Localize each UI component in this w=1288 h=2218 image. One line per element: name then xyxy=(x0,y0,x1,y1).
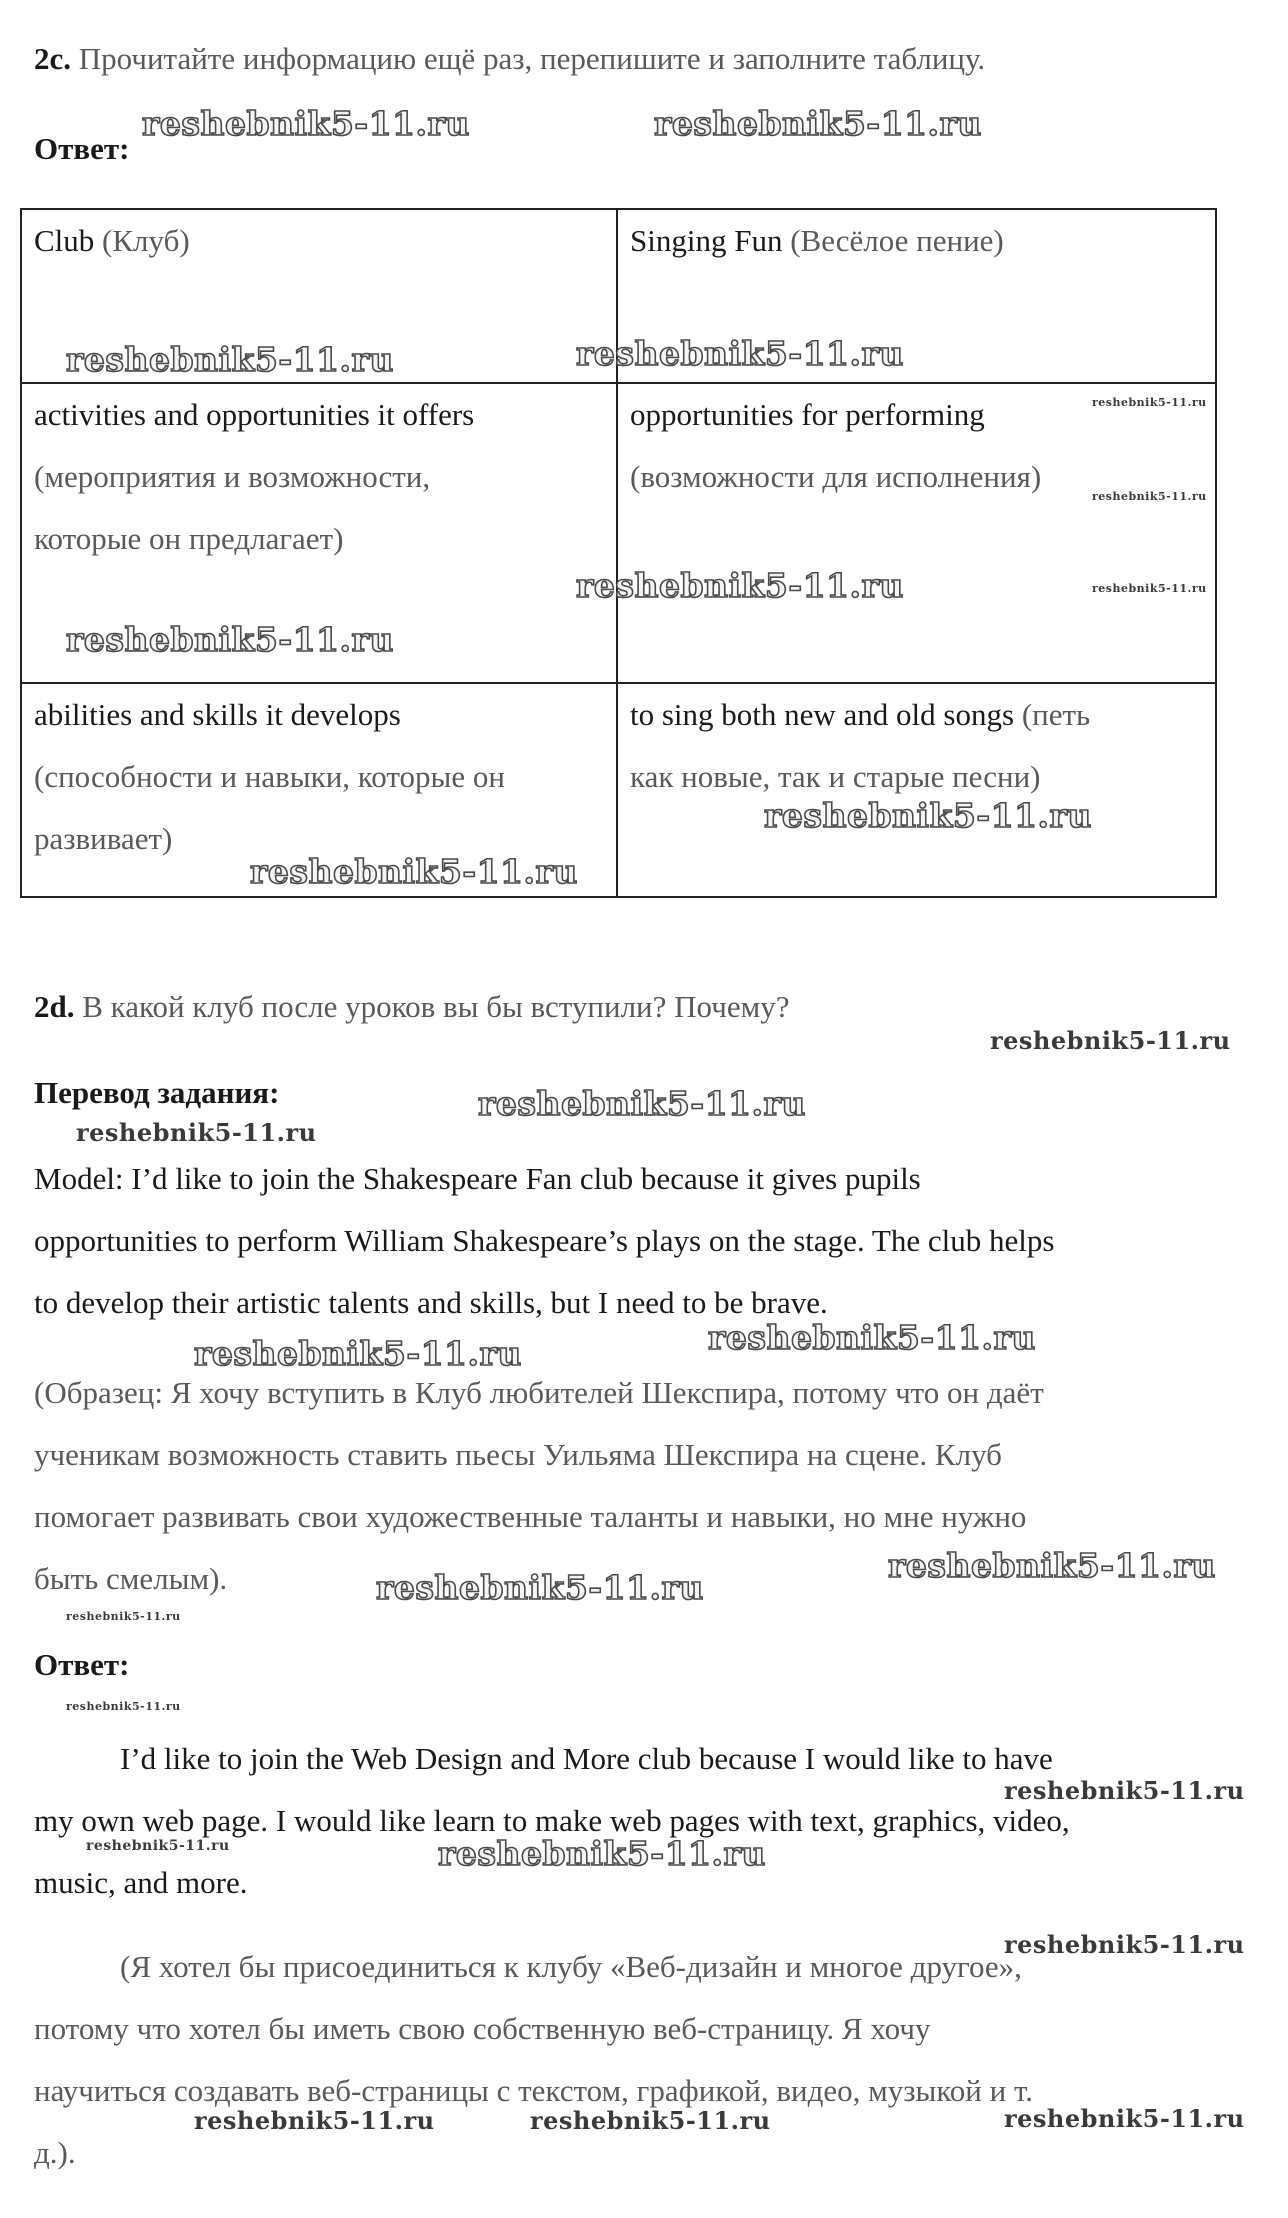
table-cell: to sing both new and old songs (петь как новые, так и старые песни) xyxy=(617,683,1216,897)
task-2d-heading xyxy=(34,976,789,1038)
task-2c-heading xyxy=(34,28,985,90)
watermark: reshebnik5-11.ru xyxy=(142,104,470,143)
watermark: reshebnik5-11.ru xyxy=(708,1318,1036,1357)
task-2c-instruction: Прочитайте информацию ещё раз, перепишите и заполните таблицу. xyxy=(78,41,986,76)
watermark: reshebnik5-11.ru xyxy=(576,566,904,605)
table-row xyxy=(21,683,1216,897)
watermark: reshebnik5-11.ru xyxy=(86,1838,230,1854)
watermark: reshebnik5-11.ru xyxy=(530,2106,771,2135)
table-cell: Singing Fun (Весёлое пение) xyxy=(617,209,1216,383)
watermark: reshebnik5-11.ru xyxy=(66,1700,181,1713)
table-cell: Club (Клуб) xyxy=(21,209,617,383)
task-2d-label: 2d. xyxy=(34,989,75,1024)
task-2c-answer-label: Ответ: xyxy=(34,131,130,166)
watermark: reshebnik5-11.ru xyxy=(888,1546,1216,1585)
watermark: reshebnik5-11.ru xyxy=(478,1084,806,1123)
model-text-ru: (Образец: Я хочу вступить в Клуб любителей Шекспира, потому что он даёт ученикам возможность ставить пьесы Уильяма Шекспира на сцене. Клуб помогает развивать свои художественные таланты и навыки, но мне нужно быть смелым). xyxy=(34,1375,1044,1596)
watermark: reshebnik5-11.ru xyxy=(76,1118,317,1147)
answer-text-ru: (Я хотел бы присоединиться к клубу «Веб-дизайн и многое другое», потому что хотел бы иметь свою собственную веб-страницу. Я хочу научиться создавать веб-страницы с текстом, графикой, видео, музыкой и т. д.). xyxy=(34,1949,1033,2170)
watermark: reshebnik5-11.ru xyxy=(1004,1776,1245,1805)
watermark: reshebnik5-11.ru xyxy=(1092,490,1207,503)
watermark: reshebnik5-11.ru xyxy=(654,104,982,143)
watermark: reshebnik5-11.ru xyxy=(250,852,578,891)
watermark: reshebnik5-11.ru xyxy=(1004,1930,1245,1959)
watermark: reshebnik5-11.ru xyxy=(194,1334,522,1373)
watermark: reshebnik5-11.ru xyxy=(1092,396,1207,409)
watermark: reshebnik5-11.ru xyxy=(438,1834,766,1873)
table-cell: abilities and skills it develops (способности и навыки, которые он развивает) xyxy=(21,683,617,897)
watermark: reshebnik5-11.ru xyxy=(1004,2104,1245,2133)
watermark: reshebnik5-11.ru xyxy=(576,334,904,373)
table-cell: activities and opportunities it offers (мероприятия и возможности, которые он предлагает) xyxy=(21,383,617,683)
model-text-en: Model: I’d like to join the Shakespeare Fan club because it gives pupils opportunities to perform William Shakespeare’s plays on the stage. The club helps to develop their artistic talents and skills, but I need to be brave. xyxy=(34,1161,1055,1320)
club-info-table xyxy=(20,208,1217,898)
watermark: reshebnik5-11.ru xyxy=(66,340,394,379)
task-2d-answer-label: Ответ: xyxy=(34,1647,130,1682)
watermark: reshebnik5-11.ru xyxy=(376,1568,704,1607)
task-2c-label: 2c. xyxy=(34,41,72,76)
task-2d-question: В какой клуб после уроков вы бы вступили? Почему? xyxy=(82,989,790,1024)
table-cell: opportunities for performing (возможности для исполнения) xyxy=(617,383,1216,683)
translation-label: Перевод задания: xyxy=(34,1075,280,1110)
watermark: reshebnik5-11.ru xyxy=(66,1610,181,1623)
watermark: reshebnik5-11.ru xyxy=(1092,582,1207,595)
watermark: reshebnik5-11.ru xyxy=(990,1026,1231,1055)
watermark: reshebnik5-11.ru xyxy=(194,2106,435,2135)
watermark: reshebnik5-11.ru xyxy=(764,796,1092,835)
answer-text-en: I’d like to join the Web Design and More club because I would like to have my own web page. I would like learn to make web pages with text, graphics, video, music, and more. xyxy=(34,1741,1070,1900)
watermark: reshebnik5-11.ru xyxy=(66,620,394,659)
